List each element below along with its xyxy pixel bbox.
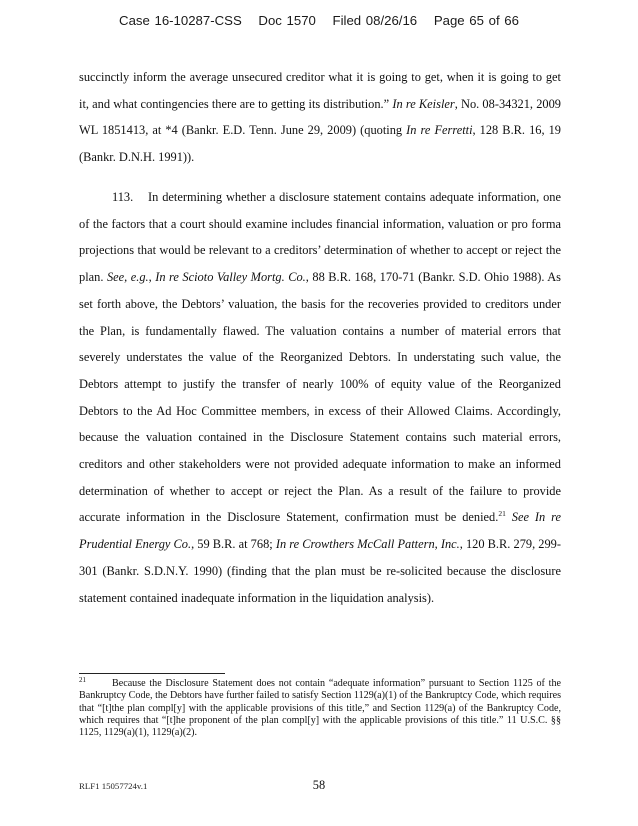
- text-run: , 59 B.R. at 768;: [191, 537, 276, 552]
- text-run: In determining whether a disclosure statement contains adequate information, one of the factors that a court should examine includes financial information, valuation or pro forma projections that would be relevant to a creditors’ determination of whether to accept or reject the plan.: [79, 190, 561, 285]
- text-run: , 128 B.R. 16, 19 (Bankr. D.N.H. 1991)).: [79, 123, 561, 165]
- footnote-divider: [79, 673, 225, 674]
- text-run: , No. 08-34321, 2009 WL 1851413, at *4 (Bankr. E.D. Tenn. June 29, 2009) (quoting: [79, 96, 561, 138]
- signal-citation: See, e.g.: [106, 270, 149, 285]
- case-citation: See In re Prudential Energy Co.: [79, 510, 561, 552]
- page-of: Page 65 of 66: [433, 13, 519, 28]
- paragraph-113: [79, 184, 561, 611]
- filed-date: Filed 08/26/16: [332, 13, 418, 28]
- paragraph-continuation: [79, 64, 561, 171]
- footnote-21: 21 Because the Disclosure Statement does not contain “adequate information” pursuant to Section 1125 of the Bankruptcy Code, the Debtors have further failed to satisfy Section 1129(a)(1) of the Bankruptcy Code, which requires that “[t]the plan compl[y] with the applicable provisions of this title,” and Section 1129(a) of the Bankruptcy Code, which requires that “[t]he proponent of the plan compl[y] with the applicable provisions of this title.” 11 U.S.C. §§ 1125, 1129(a)(1), 1129(a)(2).: [79, 675, 561, 739]
- case-header: [0, 13, 638, 28]
- footnote-text: Because the Disclosure Statement does not contain “adequate information” pursuant to Section 1125 of the Bankruptcy Code, the Debtors have further failed to satisfy Section 1129(a)(1) of the Bankruptcy Code, which requires that “[t]the plan compl[y] with the applicable provisions of this title,” and Section 1129(a) of the Bankruptcy Code, which requires that “[t]he proponent of the plan compl[y] with the applicable provisions of this title.” 11 U.S.C. §§ 1125, 1129(a)(1), 1129(a)(2).: [79, 678, 561, 739]
- case-citation: In re Scioto Valley Mortg. Co.: [155, 270, 306, 285]
- case-citation: In re Ferretti: [406, 123, 473, 138]
- document-id: RLF1 15057724v.1: [79, 781, 148, 791]
- text-run: , 120 B.R. 279, 299-301 (Bankr. S.D.N.Y. 1990) (finding that the plan must be re-solicited because the disclosure statement contained inadequate information in the liquidation analysis).: [79, 537, 561, 605]
- case-citation: In re Crowthers McCall Pattern, Inc.: [275, 537, 460, 552]
- footnote-reference[interactable]: 21: [498, 509, 506, 519]
- case-citation: In re Keisler: [392, 96, 455, 111]
- text-run: ,: [148, 270, 156, 285]
- page-number: 58: [312, 778, 326, 792]
- doc-number: Doc 1570: [258, 13, 316, 28]
- text-run: , 88 B.R. 168, 170-71 (Bankr. S.D. Ohio 1988). As set forth above, the Debtors’ valuation, the basis for the recoveries provided to creditors under the Plan, is fundamentally flawed. The valuation contains a number of material errors that severely understates the value of the Reorganized Debtors. In understating such value, the Debtors attempt to justify the transfer of nearly 100% of equity value of the Reorganized Debtors to the Ad Hoc Committee members, in excess of their Allowed Claims. Accordingly, because the valuation contained in the Disclosure Statement contains such material errors, creditors and other stakeholders were not provided adequate information to make an informed determination of whether to accept or reject the Plan. As a result of the failure to provide accurate information in the Disclosure Statement, confirmation must be denied.: [79, 270, 562, 525]
- paragraph-number: 113.: [112, 190, 134, 204]
- text-run: succinctly inform the average unsecured creditor what it is going to get, when it is going to get it, and what contingencies there are to getting its distribution.”: [79, 70, 561, 111]
- case-number: Case 16-10287-CSS: [119, 13, 242, 28]
